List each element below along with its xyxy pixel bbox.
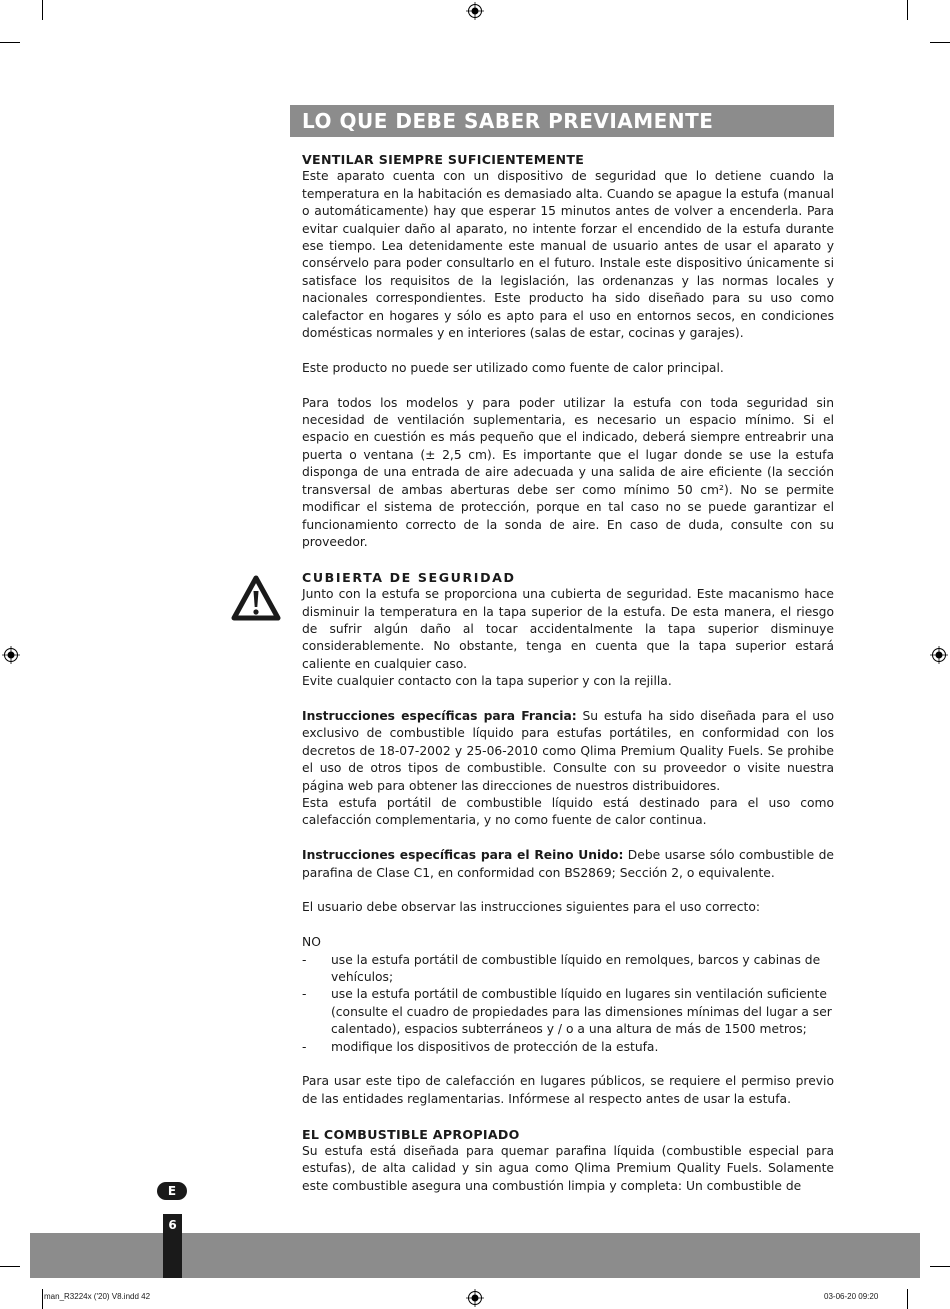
crop-mark [907,1289,908,1309]
print-slug-date: 03-06-20 09:20 [824,1292,879,1301]
list-item-text: use la estufa portátil de combustible líquido en remolques, barcos y cabinas de vehículos; [331,952,821,984]
list-item [302,1039,834,1056]
main-content [302,151,834,1195]
list-dash: - [302,1039,307,1054]
crop-mark [0,1266,20,1267]
crop-mark [907,0,908,20]
crop-mark [930,42,950,43]
list-item [302,986,834,1038]
paragraph: Junto con la estufa se proporciona una cubierta de seguridad. Este macanismo hace disminuir la temperatura en la tapa superior de la estufa. De esta manera, el riesgo de sufrir algún daño al tocar accidentalmente la tapa superior disminuye considerablemente. No obstante, tenga en cuenta que la tapa superior estará caliente en cualquier caso. [302,587,834,671]
paragraph: Esta estufa portátil de combustible líquido está destinado para el uso como calefacción complementaria, y no como fuente de calor continua. [302,795,834,828]
francia-text: Su estufa ha sido diseñada para el uso exclusivo de combustible líquido para estufas portátiles, en conformidad con los decretos de 18-07-2002 y 25-06-2010 como Qlima Premium Quality Fuels. Se prohibe el uso de otros tipos de combustible. Consulte con su proveedor o visite nuestra página web para obtener las direcciones de nuestros distribuidores. [302,708,834,793]
paragraph: Para usar este tipo de calefacción en lugares públicos, se requiere el permiso previo de las entidades reglamentarias. Infórmese al respecto antes de usar la estufa. [302,1074,834,1106]
registration-mark-icon [930,646,948,664]
page-number: 6 [168,1218,177,1232]
crop-mark [0,42,20,43]
crop-mark [42,0,43,20]
paragraph: Este producto no puede ser utilizado como fuente de calor principal. [302,360,724,375]
print-slug-file: man_R3224x ('20) V8.indd 42 [44,1292,151,1301]
crop-mark [930,1266,950,1267]
list-item [302,952,834,987]
page-title: LO QUE DEBE SABER PREVIAMENTE [302,109,714,133]
registration-mark-icon [466,2,484,20]
list-dash: - [302,987,307,1002]
no-label: NO [302,935,321,950]
registration-mark-icon [466,1289,484,1307]
section-title-cubierta: CUBIERTA DE SEGURIDAD [302,569,516,585]
warning-triangle-icon [230,574,282,622]
section-header-bar [290,105,834,137]
list-item-text: modifique los dispositivos de protección de la estufa. [331,1039,659,1054]
list-item-text: use la estufa portátil de combustible líquido en lugares sin ventilación suficiente (consulte el cuadro de propiedades para las dimensiones mínimas del lugar a ser calentado), espacios subterráneos y / o a una altura de más de 1500 metros; [331,987,832,1037]
francia-label: Instrucciones específicas para Francia: [302,708,577,723]
registration-mark-icon [2,646,20,664]
section-title-ventilar: VENTILAR SIEMPRE SUFICIENTEMENTE [302,152,585,167]
language-badge: E [157,1182,187,1200]
paragraph: Este aparato cuenta con un dispositivo de seguridad que lo detiene cuando la temperatura en la habitación es demasiado alta. Cuando se apague la estufa (manual o automáticamente) hay que esperar 15 minutos antes de volver a encenderla. Para evitar cualquier daño al aparato, no intente forzar el encendido de la estufa durante ese tiempo. Lea detenidamente este manual de usuario antes de usar el aparato y consérvelo para poder consultarlo en el futuro. Instale este dispositivo únicamente si satisface los requisitos de la legislación, las ordenanzas y las normas locales y nacionales correspondientes. Este producto ha sido diseñado para su uso como calefactor en hogares y sólo es apto para el uso en entornos secos, en condiciones domésticas normales y en interiores (salas de estar, cocinas y garajes). [302,169,834,341]
reino-unido-text: Debe usarse sólo combustible de parafina de Clase C1, en conformidad con BS2869; Sección 2, o equivalente. [302,848,834,880]
paragraph-francia [302,708,834,795]
paragraph: Evite cualquier contacto con la tapa superior y con la rejilla. [302,674,672,689]
crop-mark [42,1289,43,1309]
paragraph-reino-unido [302,847,834,882]
list-dash: - [302,952,307,967]
reino-unido-label: Instrucciones específicas para el Reino Unido: [302,848,624,863]
paragraph: Su estufa está diseñada para quemar parafina líquida (combustible especial para estufas), de alta calidad y sin agua como Qlima Premium Quality Fuels. Solamente este combustible asegura una combustión limpia y completa: Un combustible de [302,1144,834,1193]
section-title-combustible: EL COMBUSTIBLE APROPIADO [302,1126,520,1142]
paragraph: El usuario debe observar las instrucciones siguientes para el uso correcto: [302,900,760,915]
paragraph: Para todos los modelos y para poder utilizar la estufa con toda seguridad sin necesidad de ventilación suplementaria, es necesario un espacio mínimo. Si el espacio en cuestión es más pequeño que el indicado, deberá siempre entreabrir una puerta o ventana (± 2,5 cm). Es importante que el lugar donde se use la estufa disponga de una entrada de aire adecuada y una salida de aire eficiente (la sección transversal de ambas aberturas debe ser como mínimo 50 cm²). No se permite modificar el sistema de protección, porque en tal caso no se puede garantizar el funcionamiento correcto de la sonda de aire. En caso de duda, consulte con su proveedor. [302,395,834,549]
